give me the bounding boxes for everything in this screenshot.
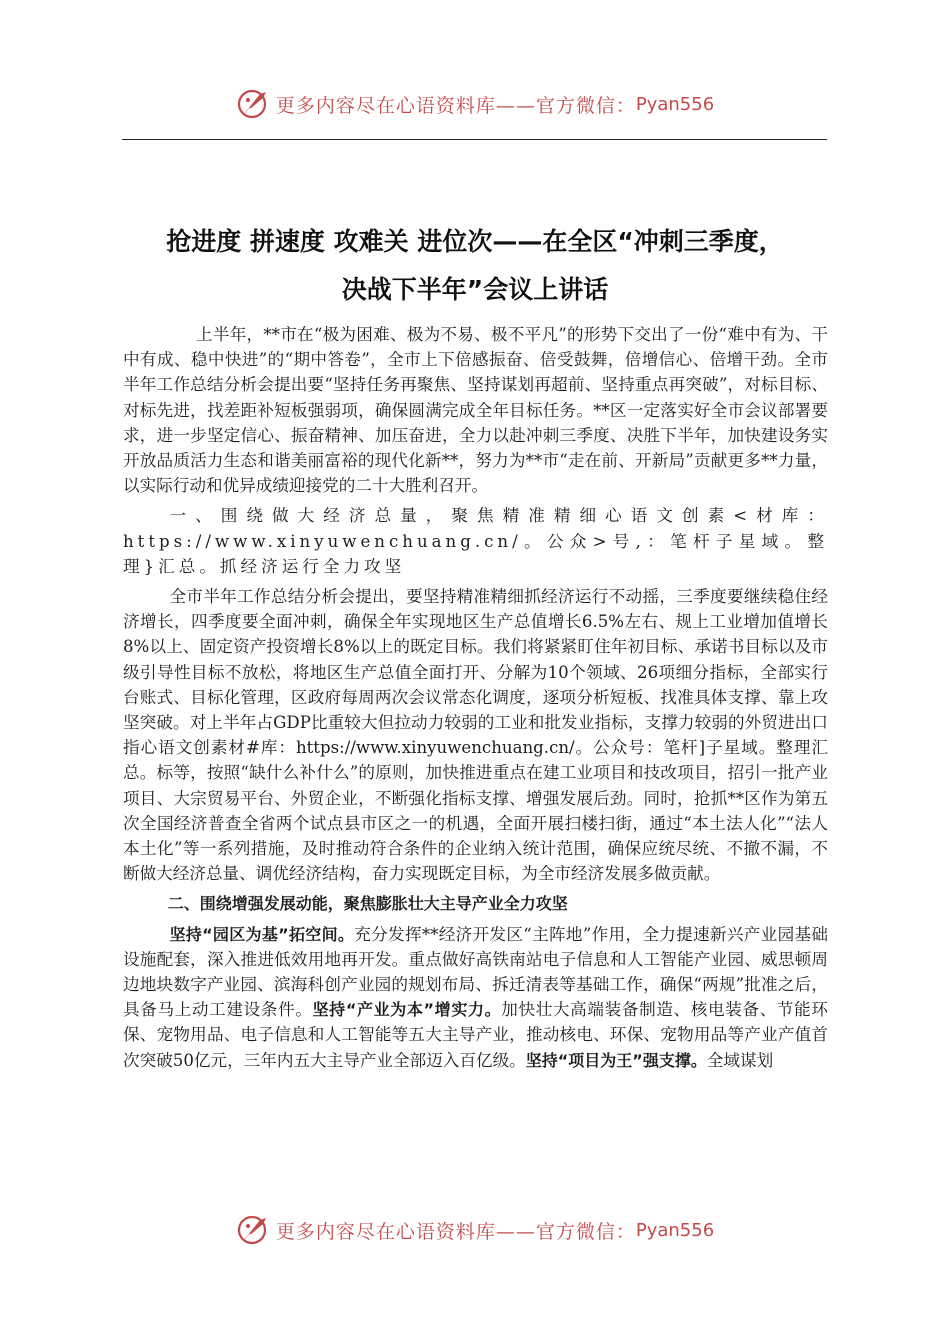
- footer-banner-wechat-id: Pyan556: [635, 1219, 715, 1241]
- text-2: 加快壮大高端装备制造、核电装备、节能环保、宠物用品、电子信息和人工智能等五大主导产业，推动核电、环保、宠物用品等产业产值首次突破50亿元，三年内五大主导产业全部迈入百亿级。: [123, 1000, 828, 1070]
- title-line-2: 决战下半年”会议上讲话: [341, 275, 609, 304]
- paragraph-intro: 上半年，**市在“极为困难、极为不易、极不平凡”的形势下交出了一份“难中有为、干中有成、稳中快进”的“期中答卷”，全市上下倍感振奋、倍受鼓舞，倍增信心、倍增干劲。全市半年工作总结分析会提出要“坚持任务再聚焦、坚持谋划再超前、坚持重点再突破”，对标目标、对标先进，找差距补短板强弱项，确保圆满完成全年目标任务。**区一定落实好全市会议部署要求，进一步坚定信心、振奋精神、加压奋进，全力以赴冲刺三季度、决胜下半年，加快建设务实开放品质活力生态和谐美丽富裕的现代化新**，努力为**市“走在前、开新局”贡献更多**力量，以实际行动和优异成绩迎接党的二十大胜利召开。: [123, 325, 828, 496]
- title-line-1: 抢进度 拼速度 攻难关 进位次——在全区“冲刺三季度，: [166, 227, 784, 256]
- footer-banner-text: 更多内容尽在心语资料库——官方微信：: [275, 1220, 636, 1243]
- header-banner: [0, 84, 950, 124]
- quill-pen-logo-icon: [236, 86, 272, 122]
- section-heading-2: 二、围绕增强发展动能，聚焦膨胀壮大主导产业全力攻坚: [167, 894, 568, 914]
- banner-wechat-id: Pyan556: [635, 93, 715, 115]
- section-heading-1: 一、围绕做大经济总量，聚焦精准精细心语文创素<材库：https://www.xinyuwenchuang.cn/。公众>号,：笔杆子星域。整理}汇总。抓经济运行全力攻坚: [123, 506, 828, 576]
- document-title: [118, 218, 832, 314]
- quill-pen-logo-icon: [236, 1212, 272, 1248]
- banner-text: 更多内容尽在心语资料库——官方微信：: [275, 94, 636, 117]
- paragraph-section-1: 全市半年工作总结分析会提出，要坚持精准精细抓经济运行不动摇，三季度要继续稳住经济增长，四季度要全面冲刺，确保全年实现地区生产总值增长6.5%左右、规上工业增加值增长8%以上、固定资产投资增长8%以上的既定目标。我们将紧紧盯住年初目标、承诺书目标以及市级引导性目标不放松，将地区生产总值全面打开、分解为10个领域、26项细分指标，全部实行台账式、目标化管理，区政府每周两次会议常态化调度，逐项分析短板、找准具体支撑、靠上攻坚突破。对上半年占GDP比重较大但拉动力较弱的工业和批发业指标，支撑力较弱的外贸进出口指心语文创素材#库：https://www.xinyuwenchuang.cn/。公众号：笔杆]子星域。整理汇总。标等，按照“缺什么补什么”的原则，加快推进重点在建工业项目和技改项目，招引一批产业项目、大宗贸易平台、外贸企业，不断强化指标支撑、增强发展后劲。同时，抢抓**区作为第五次全国经济普查全省两个试点县市区之一的机遇，全面开展扫楼扫街，通过“本土法人化”“法人本土化”等一系列措施，及时推动符合条件的企业纳入统计范围，确保应统尽统、不撤不漏，不断做大经济总量、调优经济结构，奋力实现既定目标，为全市经济发展多做贡献。: [123, 587, 828, 884]
- bold-lead-2: 坚持“产业为本”增实力。: [312, 1000, 502, 1020]
- footer-banner: [0, 1210, 950, 1250]
- header-divider: [122, 139, 827, 140]
- paragraph-section-2: [123, 922, 828, 1073]
- bold-lead-3: 坚持“项目为王”强支撑。: [525, 1050, 707, 1070]
- text-1: 充分发挥**经济开发区“主阵地”作用，全力提速新兴产业园基础设施配套，深入推进低效用地再开发。重点做好高铁南站电子信息和人工智能产业园、威思顿周边地块数字产业园、滨海科创产业园的规划布局、拆迁清表等基础工作，确保“两规”批准之后，具备马上动工建设条件。: [123, 924, 828, 1020]
- document-body: [123, 322, 828, 1073]
- text-3: 全域谋划: [706, 1050, 774, 1070]
- bold-lead-1: 坚持“园区为基”拓空间。: [169, 924, 355, 944]
